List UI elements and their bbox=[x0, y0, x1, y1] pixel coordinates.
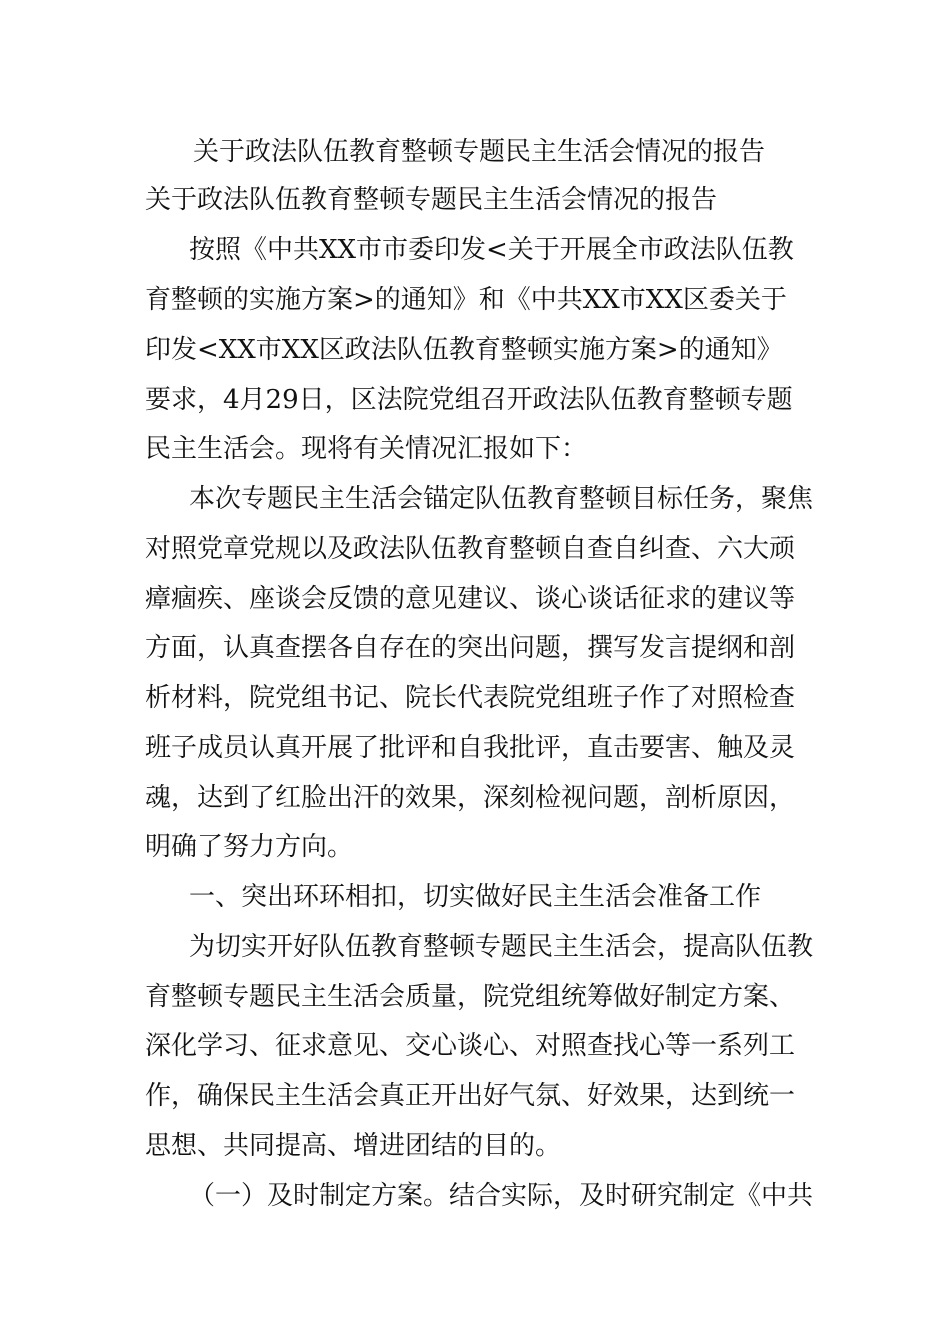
paragraph-3-line-4: 作，确保民主生活会真正开出好气氛、好效果，达到统一 bbox=[145, 1081, 796, 1111]
paragraph-2-line-2: 对照党章党规以及政法队伍教育整顿自查自纠查、六大顽 bbox=[145, 534, 796, 564]
paragraph-1-line-1: 按照《中共XX市市委印发<关于开展全市政法队伍教 bbox=[189, 235, 794, 265]
paragraph-2-line-8: 明确了努力方向。 bbox=[145, 832, 354, 862]
paragraph-3-line-3: 深化学习、征求意见、交心谈心、对照查找心等一系列工 bbox=[145, 1031, 796, 1061]
paragraph-3-line-5: 思想、共同提高、增进团结的目的。 bbox=[145, 1131, 562, 1161]
subsection-1-line-1: （一）及时制定方案。结合实际，及时研究制定《中共 bbox=[189, 1181, 814, 1211]
paragraph-3-line-1: 为切实开好队伍教育整顿专题民主生活会，提高队伍教 bbox=[189, 932, 814, 962]
section-heading-1: 一、突出环环相扣，切实做好民主生活会准备工作 bbox=[189, 882, 762, 912]
paragraph-1-line-3: 印发<XX市XX区政法队伍教育整顿实施方案>的通知》 bbox=[145, 335, 783, 365]
paragraph-2-line-6: 班子成员认真开展了批评和自我批评，直击要害、触及灵 bbox=[145, 733, 796, 763]
paragraph-2-line-4: 方面，认真查摆各自存在的突出问题，撰写发言提纲和剖 bbox=[145, 633, 796, 663]
paragraph-3-line-2: 育整顿专题民主生活会质量，院党组统筹做好制定方案、 bbox=[145, 982, 796, 1012]
paragraph-1-line-4: 要求，4月29日，区法院党组召开政法队伍教育整顿专题 bbox=[145, 385, 793, 415]
paragraph-1-line-2: 育整顿的实施方案>的通知》和《中共XX市XX区委关于 bbox=[145, 285, 787, 315]
paragraph-1-line-5: 民主生活会。现将有关情况汇报如下： bbox=[145, 434, 588, 464]
document-title: 关于政法队伍教育整顿专题民主生活会情况的报告 bbox=[193, 137, 766, 167]
paragraph-2-line-7: 魂，达到了红脸出汗的效果，深刻检视问题，剖析原因， bbox=[145, 783, 796, 813]
paragraph-2-line-3: 瘴痼疾、座谈会反馈的意见建议、谈心谈话征求的建议等 bbox=[145, 584, 796, 614]
document-title-repeat: 关于政法队伍教育整顿专题民主生活会情况的报告 bbox=[145, 185, 718, 215]
paragraph-2-line-1: 本次专题民主生活会锚定队伍教育整顿目标任务，聚焦 bbox=[189, 484, 814, 514]
paragraph-2-line-5: 析材料，院党组书记、院长代表院党组班子作了对照检查 bbox=[145, 683, 796, 713]
